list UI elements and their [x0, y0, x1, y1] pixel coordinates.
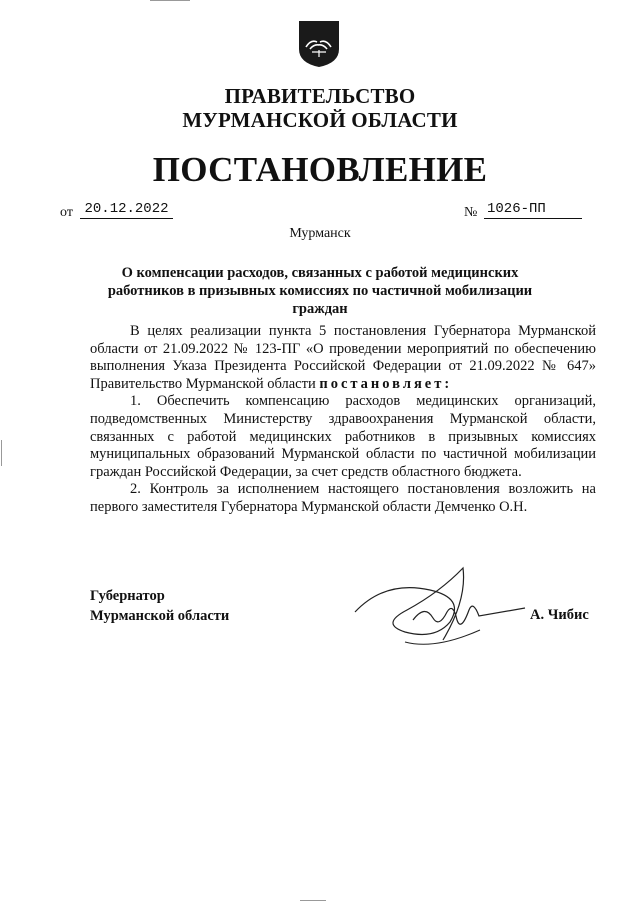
- scan-edge-mark: [300, 900, 326, 901]
- document-type-title: ПОСТАНОВЛЕНИЕ: [152, 150, 488, 189]
- number-label: №: [464, 205, 478, 220]
- resolves-keyword: постановляет:: [319, 375, 453, 392]
- document-number: 1026-ПП: [484, 201, 582, 219]
- document-subject: О компенсации расходов, связанных с работой медицинских работников в призывных комиссиях по частичной мобилизации граждан: [107, 265, 533, 317]
- date-value: 20.12.2022: [80, 201, 173, 219]
- signatory-position: [90, 586, 229, 626]
- position-line1: Губернатор: [90, 588, 165, 604]
- preamble-text: В целях реализации пункта 5 постановления Губернатора Мурманской области от 21.09.2022 № 123-ПГ «О проведении мероприятий по обеспечению выполнения Указа Президента Российской Федерации от 21.09.2022 № 647» Правительство Мурманской области: [90, 323, 596, 392]
- government-name-line2: МУРМАНСКОЙ ОБЛАСТИ: [182, 108, 458, 132]
- position-line2: Мурманской области: [90, 608, 230, 624]
- coat-of-arms-icon: [297, 19, 341, 68]
- signatory-name: А. Чибис: [530, 607, 589, 623]
- handwritten-signature: [345, 560, 535, 660]
- item-2-paragraph: 2. Контроль за исполнением настоящего постановления возложить на первого заместителя Губернатора Мурманской области Демченко О.Н.: [90, 481, 596, 515]
- scan-edge-mark: [1, 440, 2, 466]
- scan-edge-mark: [150, 0, 190, 1]
- city: Мурманск: [289, 226, 351, 241]
- date-label: от: [60, 205, 73, 220]
- item-1-paragraph: 1. Обеспечить компенсацию расходов медицинских организаций, подведомственных Министерству здравоохранения Мурманской области, связанных с работой медицинских работников в призывных комиссиях муниципальных образований Мурманской области по частичной мобилизации граждан Российской Федерации, за счет средств областного бюджета.: [90, 393, 596, 480]
- government-name-line1: ПРАВИТЕЛЬСТВО: [224, 84, 416, 108]
- preamble-paragraph: [90, 323, 596, 393]
- document-body: [90, 323, 596, 517]
